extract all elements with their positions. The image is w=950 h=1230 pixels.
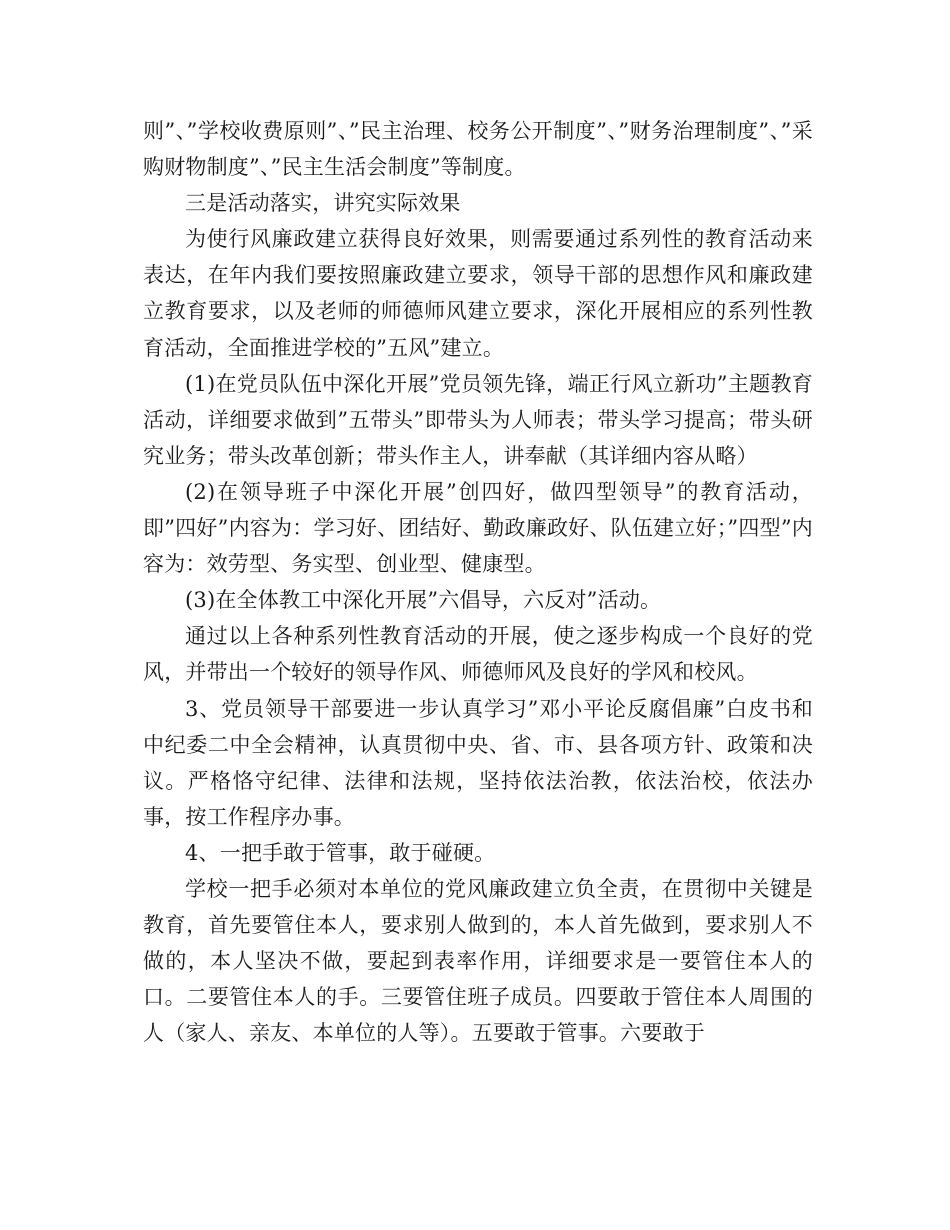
paragraph-point-4: 4、一把手敢于管事，敢于碰硬。 (185, 840, 496, 865)
paragraph-summary: 通过以上各种系列性教育活动的开展，使之逐步构成一个良好的党风，并带出一个较好的领导作风、师德师风及良好的学风和校风。 (143, 624, 813, 685)
paragraph-item-2: (2)在领导班子中深化开展”创四好，做四型领导”的教育活动，即”四好”内容为：学习好、团结好、勤政廉政好、队伍建立好；”四型”内容为：效劳型、务实型、创业型、健康型。 (143, 479, 813, 577)
paragraph-heading-activities: 三是活动落实，讲究实际效果 (185, 191, 461, 216)
paragraph-item-1: (1)在党员队伍中深化开展”党员领先锋，端正行风立新功”主题教育活动，详细要求做到”五带头”即带头为人师表；带头学习提高；带头研究业务；带头改革创新；带头作主人，讲奉献（其详细内容从略） (143, 371, 813, 468)
paragraph-item-3: (3)在全体教工中深化开展”六倡导，六反对”活动。 (185, 588, 662, 613)
paragraph-education-activities: 为使行风廉政建立获得良好效果，则需要通过系列性的教育活动来表达，在年内我们要按照廉政建立要求，领导干部的思想作风和廉政建立教育要求，以及老师的师德师风建立要求，深化开展相应的系列性教育活动，全面推进学校的”五风”建立。 (143, 227, 813, 360)
document-page (143, 113, 813, 1051)
paragraph-leader-duties: 学校一把手必须对本单位的党风廉政建立负全责，在贯彻中关键是教育，首先要管住本人，要求别人做到的，本人首先做到，要求别人不做的，本人坚决不做，要起到表率作用，详细要求是一要管住本人的口。二要管住本人的手。三要管住班子成员。四要敢于管住本人周围的人（家人、亲友、本单位的人等）。五要敢于管事。六要敢于 (143, 876, 813, 1046)
paragraph-point-3: 3、党员领导干部要进一步认真学习”邓小平论反腐倡廉”白皮书和中纪委二中全会精神，认真贯彻中央、省、市、县各项方针、政策和决议。严格恪守纪律、法律和法规，坚持依法治教，依法治校，依法办事，按工作程序办事。 (143, 696, 813, 829)
paragraph-continuation: 则”、”学校收费原则”、”民主治理、校务公开制度”、”财务治理制度”、”采购财物制度”、”民主生活会制度”等制度。 (143, 119, 813, 180)
